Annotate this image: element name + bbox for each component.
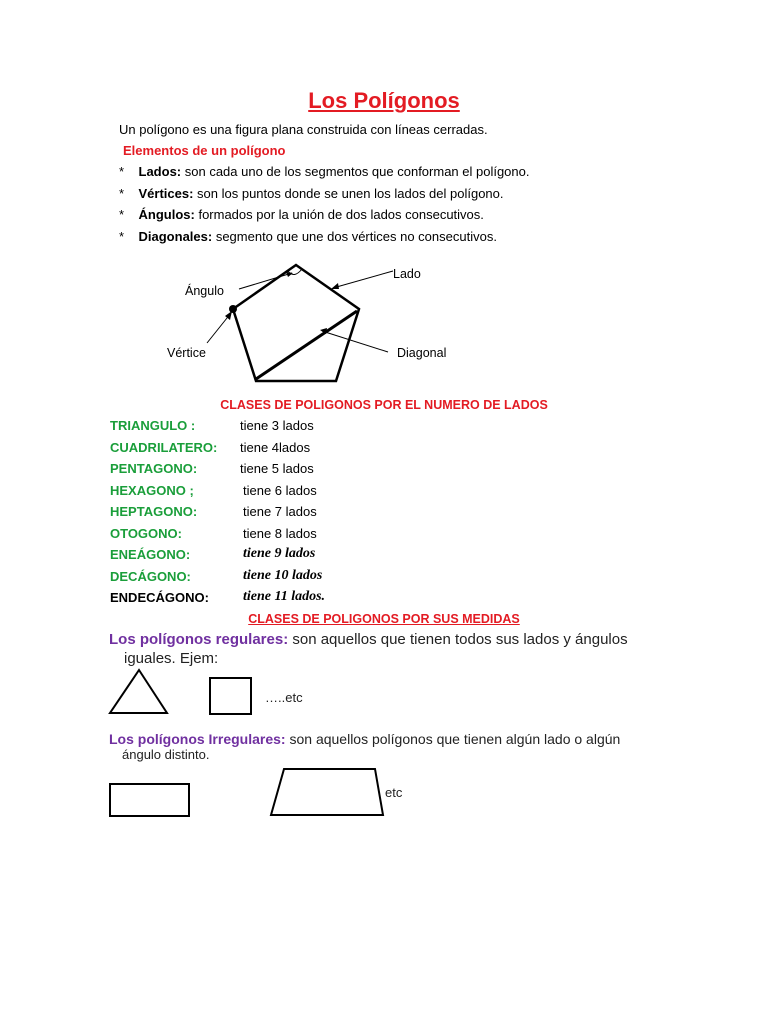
- irregular-text: son aquellos polígonos que tienen algún lado o algún: [285, 731, 621, 747]
- bullet-term: Vértices:: [138, 186, 194, 201]
- triangle-shape: [110, 670, 167, 713]
- bullet-marker: *: [119, 186, 125, 201]
- bullet-term: Diagonales:: [138, 229, 213, 244]
- polygon-desc: tiene 8 lados: [243, 526, 317, 541]
- irregular-term: Los polígonos Irregulares:: [109, 731, 286, 747]
- polygon-desc: tiene 9 lados: [243, 546, 316, 561]
- bullet-text: segmento que une dos vértices no consecutivos.: [212, 229, 497, 244]
- bullet-term: Ángulos:: [138, 207, 195, 222]
- square-shape: [210, 678, 251, 714]
- bullet-text: formados por la unión de dos lados consecutivos.: [194, 207, 484, 222]
- polygon-name: TRIANGULO :: [110, 418, 196, 433]
- regular-definition: [109, 631, 628, 648]
- irregular-definition: [109, 731, 620, 747]
- polygon-desc: tiene 10 lados: [243, 568, 323, 583]
- bullet-marker: *: [119, 207, 125, 222]
- bullet-marker: *: [119, 164, 125, 179]
- vertex-label: Vértice: [167, 346, 206, 360]
- polygon-name: OTOGONO:: [110, 526, 182, 541]
- side-pointer: [333, 271, 393, 288]
- diagonal-label: Diagonal: [397, 346, 447, 360]
- polygon-desc: tiene 3 lados: [240, 418, 314, 433]
- polygon-desc: tiene 11 lados.: [243, 589, 326, 604]
- irregular-text-line2: ángulo distinto.: [122, 747, 210, 762]
- bullet-marker: *: [119, 229, 125, 244]
- diagonal-pointer: [322, 331, 388, 352]
- polygon-name: HEXAGONO ;: [110, 483, 194, 498]
- polygon-name: PENTAGONO:: [110, 461, 198, 476]
- irregular-etc: etc: [385, 785, 403, 800]
- polygon-desc: tiene 5 lados: [240, 461, 314, 476]
- page-title: Los Polígonos: [308, 88, 460, 113]
- diagonal-line: [256, 311, 357, 379]
- regular-text: son aquellos que tienen todos sus lados y ángulos: [288, 631, 628, 648]
- polygon-desc: tiene 4lados: [240, 440, 311, 455]
- polygon-name: ENEÁGONO:: [110, 547, 191, 562]
- classes-by-measures-heading: CLASES DE POLIGONOS POR SUS MEDIDAS: [248, 612, 520, 626]
- bullet-term: Lados:: [138, 164, 182, 179]
- polygon-name: DECÁGONO:: [110, 569, 191, 584]
- regular-text-line2: iguales. Ejem:: [124, 650, 219, 667]
- angle-label: Ángulo: [185, 284, 224, 298]
- rectangle-shape: [110, 784, 189, 816]
- classes-by-sides-heading: CLASES DE POLIGONOS POR EL NUMERO DE LADOS: [220, 398, 548, 412]
- polygon-name: CUADRILATERO:: [110, 440, 218, 455]
- vertex-dot: [229, 305, 237, 313]
- polygon-name: ENDECÁGONO:: [110, 590, 209, 605]
- polygon-desc: tiene 6 lados: [243, 483, 317, 498]
- side-arrowhead: [331, 283, 339, 289]
- elements-heading: Elementos de un polígono: [123, 143, 286, 158]
- bullet-text: son los puntos donde se unen los lados del polígono.: [193, 186, 504, 201]
- bullet-text: son cada uno de los segmentos que conforman el polígono.: [181, 164, 530, 179]
- regular-etc: …..etc: [265, 690, 303, 705]
- polygon-desc: tiene 7 lados: [243, 504, 317, 519]
- side-label: Lado: [393, 267, 421, 281]
- polygon-name: HEPTAGONO:: [110, 504, 198, 519]
- regular-term: Los polígonos regulares:: [109, 631, 289, 648]
- trapezoid-shape: [271, 769, 383, 815]
- intro-text: Un polígono es una figura plana construida con líneas cerradas.: [119, 122, 488, 137]
